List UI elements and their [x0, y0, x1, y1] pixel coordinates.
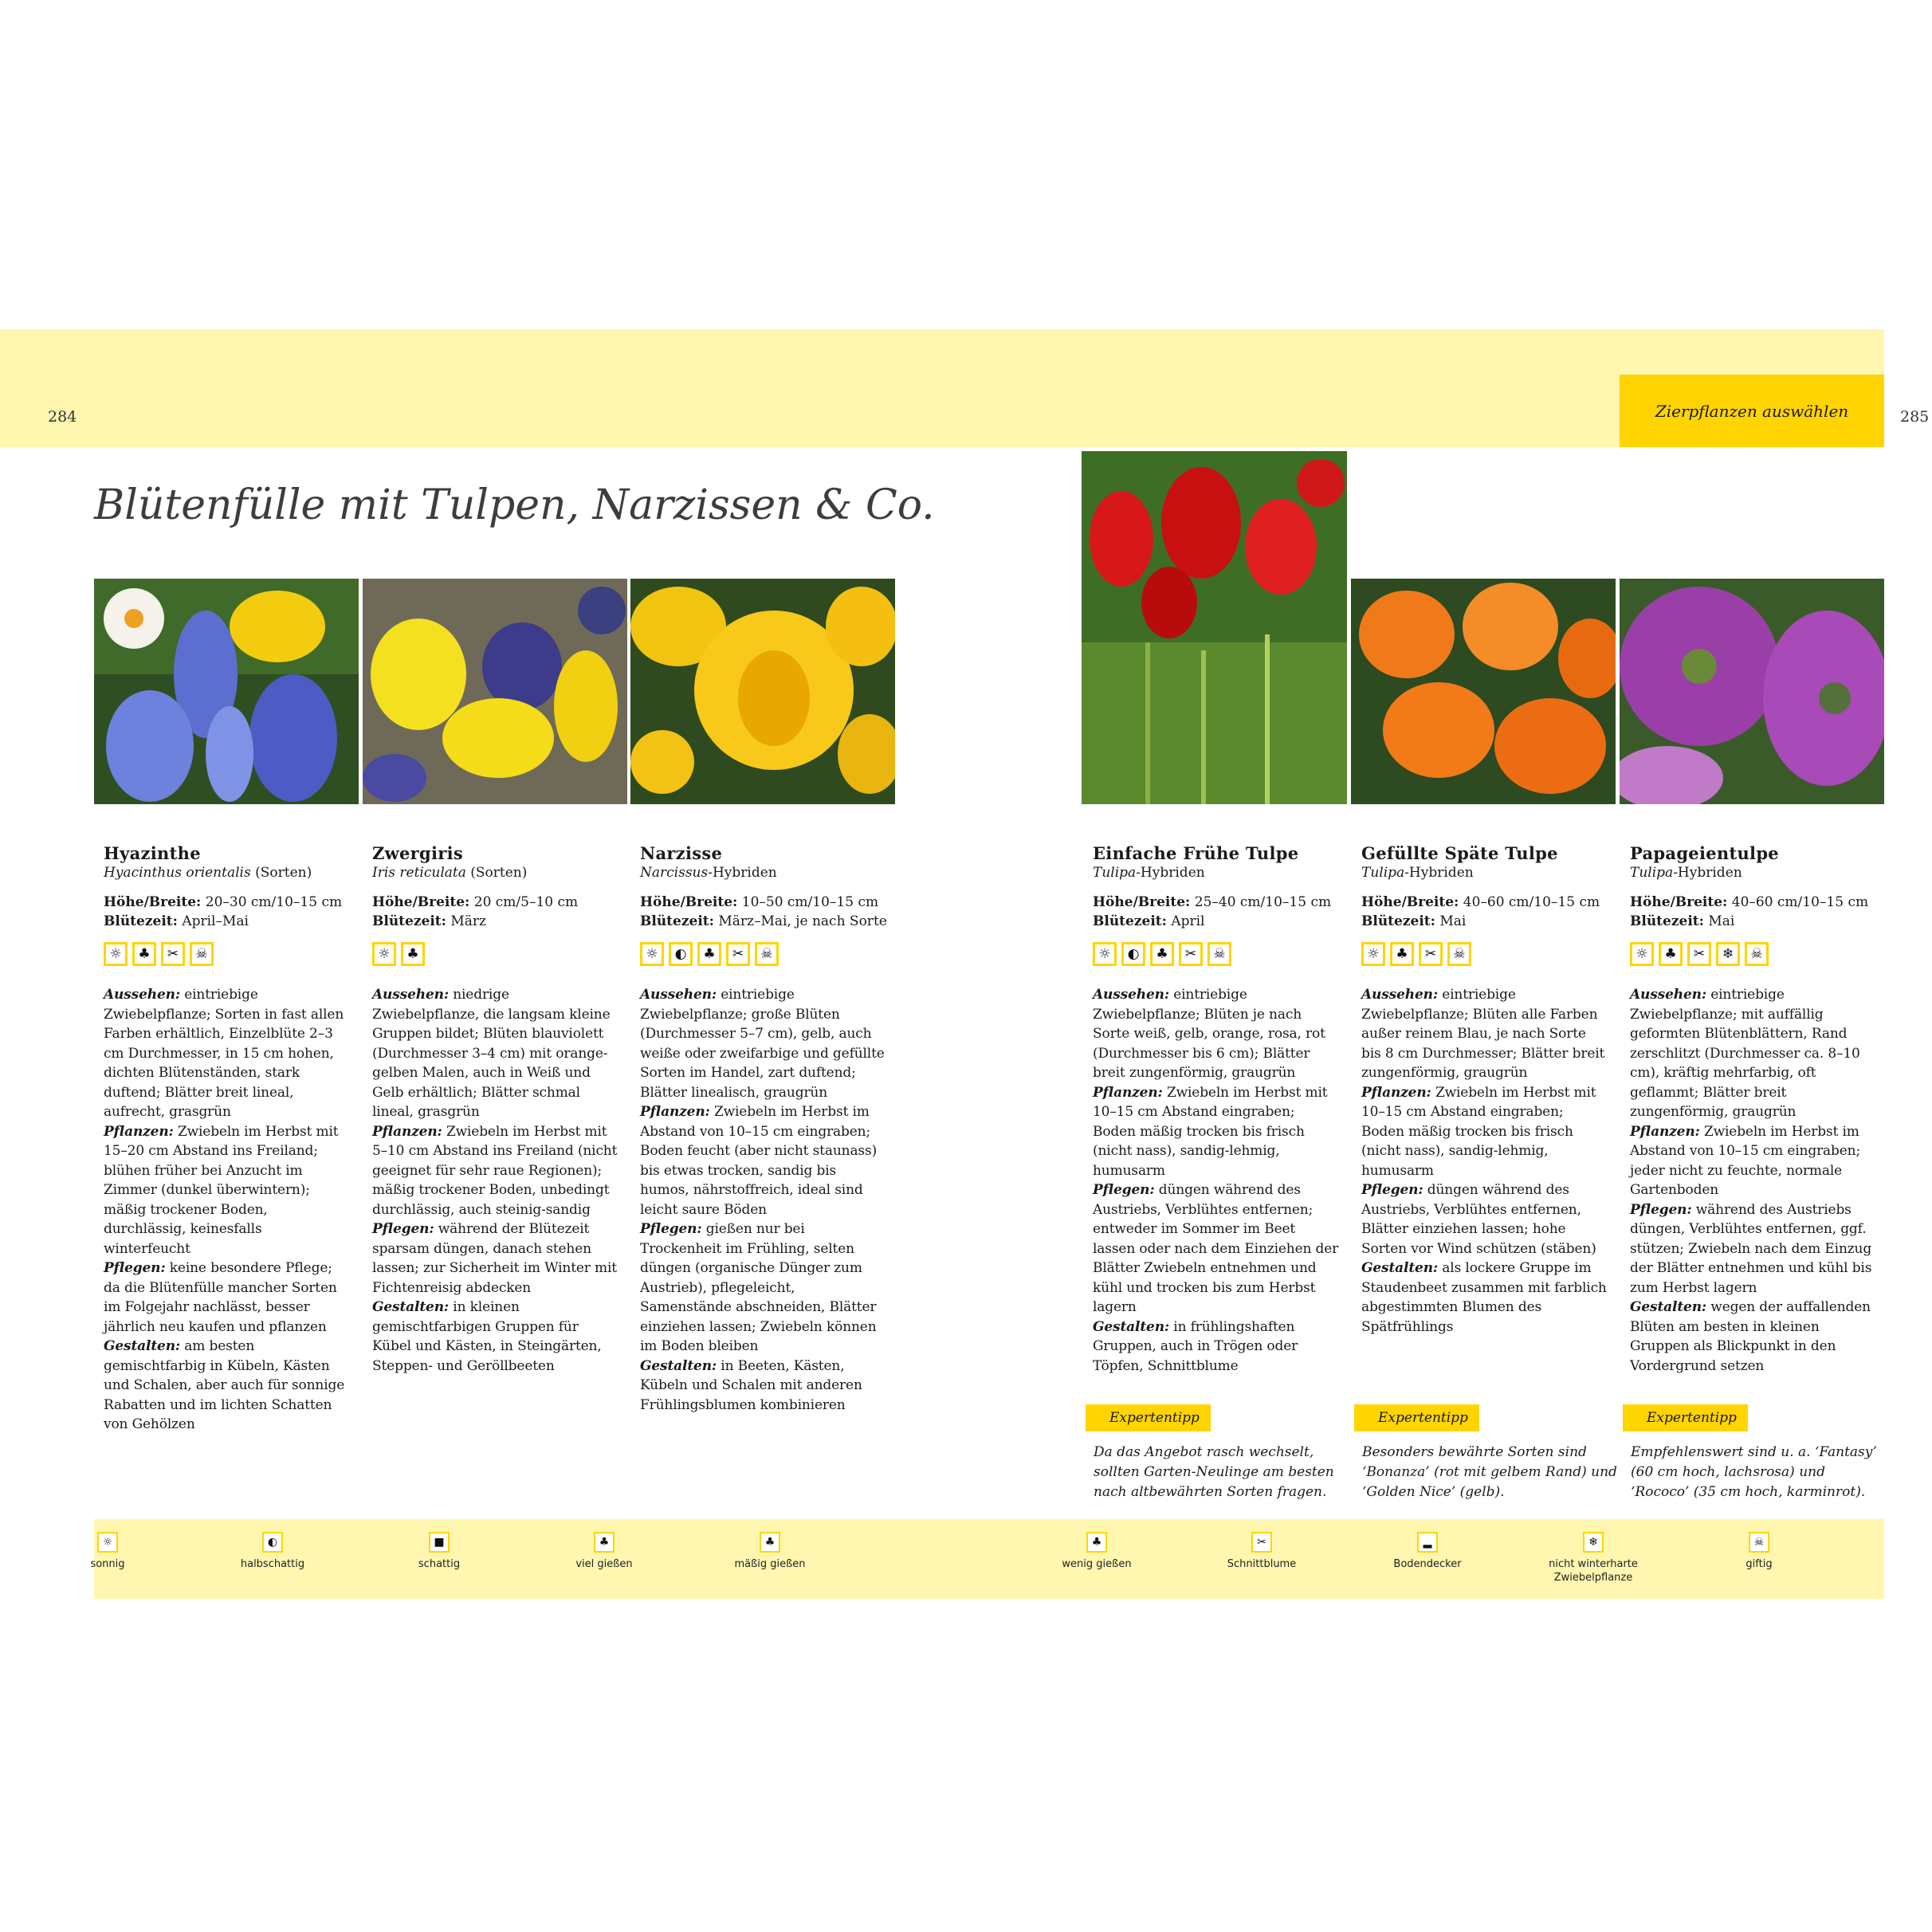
- pflegen-text: während der Blütezeit sparsam düngen, danach stehen lassen; zur Sicherheit im Winter mit Fichtenreisig abdecken: [372, 1221, 617, 1296]
- gestalten-text: am besten gemischtfarbig in Kübeln, Kästen und Schalen, aber auch für sonnige Rabatten und im lichten Schatten von Gehölzen: [104, 1338, 345, 1432]
- legend-item: [1372, 1532, 1483, 1571]
- plant-entry: [1093, 843, 1340, 1376]
- plant-entry: [372, 843, 619, 1376]
- plant-specs: [372, 893, 619, 931]
- cut-flower-icon: ✂: [1179, 942, 1203, 966]
- not-hardy-icon: ❄: [1716, 942, 1740, 966]
- pflanzen-text: Zwiebeln im Herbst mit 15–20 cm Abstand ins Freiland; blühen früher bei Anzucht im Zimmer (dunkel überwintern); mäßig trockener Boden, durchlässig, keinesfalls winterfeucht: [104, 1123, 339, 1257]
- legend-bar: [90, 1519, 1884, 1599]
- legend-item: [217, 1532, 328, 1571]
- plant-name: Gefüllte Späte Tulpe: [1361, 843, 1558, 863]
- toxic-icon: ☠: [1749, 1532, 1769, 1553]
- plant-description: [1093, 985, 1340, 1376]
- plant-name: Hyazinthe: [104, 843, 201, 863]
- pflegen-label: Pflegen:: [1361, 1182, 1423, 1198]
- sun-icon: ☼: [1361, 942, 1385, 966]
- aussehen-label: Aussehen:: [1361, 987, 1438, 1003]
- legend-item: [1537, 1532, 1649, 1584]
- plant-entry: [104, 843, 351, 1435]
- cut-flower-icon: ✂: [161, 942, 185, 966]
- water-little-icon: ♣: [1086, 1532, 1107, 1553]
- pflanzen-label: Pflanzen:: [1093, 1084, 1163, 1101]
- plant-description: [1630, 985, 1877, 1376]
- sun-icon: ☼: [1630, 942, 1654, 966]
- pflegen-label: Pflegen:: [104, 1260, 166, 1276]
- plant-latin: [1630, 864, 1877, 882]
- sun-icon: ☼: [1093, 942, 1117, 966]
- legend-item: [1206, 1532, 1317, 1571]
- legend-item: [548, 1532, 660, 1571]
- pflanzen-label: Pflanzen:: [1361, 1084, 1431, 1101]
- aussehen-text: niedrige Zwiebelpflanze, die langsam kleine Gruppen bildet; Blüten blauviolett (Durchmesser 3–4 cm) mit orange-gelben Malen, auch in Weiß und Gelb erhältlich; Blätter schmal lineal, grasgrün: [372, 987, 611, 1120]
- latin-suffix: (Sorten): [250, 865, 312, 881]
- plant-description: [372, 985, 619, 1376]
- size-line: [1093, 893, 1340, 912]
- photo-daffodil: [630, 579, 895, 804]
- expert-tip-badge: [1623, 1404, 1748, 1431]
- expert-tip-text: Besonders bewährte Sorten sind ‘Bonanza’ (rot mit gelbem Rand) und ‘Golden Nice’ (gelb).: [1362, 1444, 1617, 1500]
- pflanzen-label: Pflanzen:: [104, 1123, 174, 1140]
- pflanzen-text: Zwiebeln im Herbst mit 5–10 cm Abstand ins Freiland (nicht geeignet für sehr raue Regionen); mäßig trockener Boden, unbedingt durchlässig, auch steinig-sandig: [372, 1123, 618, 1218]
- cut-flower-icon: ✂: [726, 942, 750, 966]
- pflegen-label: Pflegen:: [640, 1221, 702, 1237]
- size-label: Höhe/Breite:: [104, 894, 202, 910]
- expert-tip: [1354, 1404, 1617, 1502]
- photo-dwarf-iris: [363, 579, 627, 804]
- gestalten-label: Gestalten:: [372, 1299, 450, 1315]
- latin-genus: Iris reticulata: [372, 865, 466, 881]
- plant-entry: [1361, 843, 1608, 1337]
- size-value: 25–40 cm/10–15 cm: [1190, 894, 1332, 910]
- gestalten-label: Gestalten:: [1093, 1318, 1170, 1335]
- water-moderate-icon: ♣: [760, 1532, 780, 1553]
- pflegen-label: Pflegen:: [1093, 1182, 1155, 1198]
- legend-item: [383, 1532, 495, 1571]
- expert-tip: [1086, 1404, 1349, 1502]
- size-label: Höhe/Breite:: [1630, 894, 1728, 910]
- latin-suffix: -Hybriden: [708, 865, 777, 881]
- expert-tip-badge: [1086, 1404, 1211, 1431]
- size-line: [104, 893, 351, 912]
- size-value: 20–30 cm/10–15 cm: [201, 894, 343, 910]
- toxic-icon: ☠: [1745, 942, 1769, 966]
- arrow-icon: [1094, 1412, 1105, 1424]
- gestalten-text: in frühlingshaften Gruppen, auch in Trögen oder Töpfen, Schnittblume: [1093, 1318, 1298, 1374]
- size-line: [640, 893, 887, 912]
- bloom-value: März–Mai, je nach Sorte: [713, 913, 887, 929]
- bloom-line: [104, 912, 351, 931]
- legend-label: Schnittblume: [1227, 1558, 1297, 1570]
- sun-icon: ☼: [640, 942, 664, 966]
- size-label: Höhe/Breite:: [372, 894, 470, 910]
- pflanzen-text: Zwiebeln im Herbst im Abstand von 10–15 cm eingraben; Boden feucht (aber nicht staunass) bis etwas trocken, sandig bis humos, nährstoffreich, ideal sind leicht saure Böden: [640, 1104, 878, 1218]
- plant-description: [1361, 985, 1608, 1337]
- bloom-value: April–Mai: [177, 913, 249, 929]
- bloom-label: Blütezeit:: [372, 913, 446, 929]
- size-value: 40–60 cm/10–15 cm: [1459, 894, 1600, 910]
- latin-genus: Tulipa: [1361, 865, 1405, 881]
- plant-specs: [104, 893, 351, 931]
- bloom-label: Blütezeit:: [640, 913, 714, 929]
- cut-flower-icon: ✂: [1251, 1532, 1272, 1553]
- legend-label: viel gießen: [575, 1558, 633, 1570]
- plant-latin: [640, 864, 887, 882]
- latin-suffix: -Hybriden: [1404, 865, 1474, 881]
- expert-tip-label: Expertentipp: [1378, 1410, 1468, 1426]
- size-label: Höhe/Breite:: [640, 894, 738, 910]
- toxic-icon: ☠: [1447, 942, 1471, 966]
- pflanzen-text: Zwiebeln im Herbst mit 10–15 cm Abstand eingraben; Boden mäßig trocken bis frisch (nicht nass), sandig-lehmig, humusarm: [1093, 1084, 1328, 1179]
- not-hardy-icon: ❄: [1583, 1532, 1604, 1553]
- pflanzen-text: Zwiebeln im Herbst mit 10–15 cm Abstand eingraben; Boden mäßig trocken bis frisch (nicht nass), sandig-lehmig, humusarm: [1361, 1084, 1596, 1179]
- gestalten-text: in kleinen gemischtfarbigen Gruppen für Kübel und Kästen, in Steingärten, Steppen- und Geröllbeeten: [372, 1299, 602, 1374]
- pflanzen-label: Pflanzen:: [640, 1104, 710, 1120]
- half-shade-icon: ◐: [1121, 942, 1145, 966]
- sun-icon: ☼: [104, 942, 128, 966]
- care-icons: [640, 942, 887, 971]
- aussehen-label: Aussehen:: [1630, 987, 1706, 1003]
- half-shade-icon: ◐: [669, 942, 693, 966]
- pflegen-text: düngen während des Austriebs, Verblühtes entfernen; entweder im Sommer im Beet lassen oder nach dem Einziehen der Blätter Zwiebeln entnehmen und kühl und trocken bis zum Herbst lagern: [1093, 1182, 1339, 1315]
- legend-label: nicht winterharte Zwiebelpflanze: [1549, 1558, 1638, 1584]
- sun-icon: ☼: [97, 1532, 118, 1553]
- photo-double-late-tulip: [1351, 579, 1616, 804]
- pflegen-text: während des Austriebs düngen, Verblühtes entfernen, ggf. stützen; Zwiebeln nach dem Einzug der Blätter entnehmen und kühl bis zum Herbst lagern: [1630, 1201, 1872, 1296]
- latin-genus: Hyacinthus orientalis: [104, 865, 251, 881]
- bloom-value: Mai: [1703, 913, 1735, 929]
- shade-icon: ■: [429, 1532, 450, 1553]
- ground-cover-icon: ▂: [1417, 1532, 1438, 1553]
- plant-entry: [1630, 843, 1877, 1376]
- water-moderate-icon: ♣: [1390, 942, 1414, 966]
- bloom-label: Blütezeit:: [1093, 913, 1167, 929]
- latin-suffix: -Hybriden: [1673, 865, 1742, 881]
- plant-specs: [1093, 893, 1340, 931]
- bloom-line: [1093, 912, 1340, 931]
- pflanzen-label: Pflanzen:: [372, 1123, 442, 1140]
- plant-specs: [1630, 893, 1877, 931]
- latin-genus: Tulipa: [1630, 865, 1674, 881]
- expert-tip: [1623, 1404, 1886, 1502]
- plant-latin: [1361, 864, 1608, 882]
- plant-name: Einfache Frühe Tulpe: [1093, 843, 1299, 863]
- size-value: 20 cm/5–10 cm: [469, 894, 579, 910]
- bloom-label: Blütezeit:: [1361, 913, 1435, 929]
- plant-entry: [640, 843, 887, 1415]
- plant-specs: [640, 893, 887, 931]
- pflegen-text: düngen während des Austriebs, Verblühtes entfernen, Blätter einziehen lassen; hohe Sorten vor Wind schützen (stäben): [1361, 1182, 1596, 1257]
- header-band: [0, 329, 1884, 447]
- aussehen-label: Aussehen:: [640, 987, 717, 1003]
- latin-suffix: -Hybriden: [1136, 865, 1205, 881]
- arrow-icon: [1362, 1412, 1373, 1424]
- water-moderate-icon: ♣: [697, 942, 721, 966]
- plant-description: [104, 985, 351, 1435]
- gestalten-text: wegen der auffallenden Blüten am besten in kleinen Gruppen als Blickpunkt in den Vordergrund setzen: [1630, 1299, 1871, 1374]
- gestalten-label: Gestalten:: [1361, 1260, 1439, 1276]
- toxic-icon: ☠: [190, 942, 214, 966]
- size-line: [1630, 893, 1877, 912]
- legend-item: [1703, 1532, 1815, 1571]
- water-much-icon: ♣: [132, 942, 156, 966]
- size-line: [372, 893, 619, 912]
- pflanzen-text: Zwiebeln im Herbst im Abstand von 10–15 cm eingraben; jeder nicht zu feuchte, normale Gartenboden: [1630, 1123, 1861, 1198]
- legend-label: wenig gießen: [1062, 1558, 1132, 1570]
- latin-suffix: (Sorten): [465, 865, 528, 881]
- aussehen-label: Aussehen:: [1093, 987, 1169, 1003]
- care-icons: [1361, 942, 1608, 971]
- pflegen-label: Pflegen:: [1630, 1201, 1692, 1218]
- expert-tip-text: Da das Angebot rasch wechselt, sollten Garten-Neulinge am besten nach altbewährten Sorten fragen.: [1094, 1444, 1334, 1500]
- plant-latin: [372, 864, 619, 882]
- latin-genus: Tulipa: [1093, 865, 1137, 881]
- water-moderate-icon: ♣: [1150, 942, 1174, 966]
- expert-tip-label: Expertentipp: [1109, 1410, 1200, 1426]
- care-icons: [1630, 942, 1877, 971]
- bloom-value: Mai: [1435, 913, 1467, 929]
- plant-latin: [1093, 864, 1340, 882]
- bloom-value: April: [1166, 913, 1205, 929]
- arrow-icon: [1631, 1412, 1642, 1424]
- gestalten-text: als lockere Gruppe im Staudenbeet zusammen mit farblich abgestimmten Blumen des Spätfrühlings: [1361, 1260, 1607, 1335]
- page-title: Blütenfülle mit Tulpen, Narzissen & Co.: [94, 481, 935, 529]
- size-line: [1361, 893, 1608, 912]
- photo-parrot-tulip: [1620, 579, 1884, 804]
- toxic-icon: ☠: [755, 942, 779, 966]
- bloom-label: Blütezeit:: [1630, 913, 1704, 929]
- bloom-line: [640, 912, 887, 931]
- expert-tip-badge: [1354, 1404, 1479, 1431]
- half-shade-icon: ◐: [262, 1532, 283, 1553]
- water-moderate-icon: ♣: [1659, 942, 1683, 966]
- toxic-icon: ☠: [1208, 942, 1231, 966]
- legend-label: halbschattig: [240, 1558, 305, 1570]
- size-label: Höhe/Breite:: [1093, 894, 1191, 910]
- water-much-icon: ♣: [594, 1532, 615, 1553]
- gestalten-label: Gestalten:: [1630, 1299, 1707, 1315]
- pflegen-text: keine besondere Pflege; da die Blütenfülle mancher Sorten im Folgejahr nachlässt, besser jährlich neu kaufen und pflanzen: [104, 1260, 337, 1335]
- cut-flower-icon: ✂: [1687, 942, 1711, 966]
- plant-latin: [104, 864, 351, 882]
- photo-hyacinth: [94, 579, 359, 804]
- care-icons: [372, 942, 619, 971]
- size-value: 10–50 cm/10–15 cm: [737, 894, 879, 910]
- pflegen-label: Pflegen:: [372, 1221, 434, 1237]
- aussehen-text: eintriebige Zwiebelpflanze; Blüten je nach Sorte weiß, gelb, orange, rosa, rot (Durchmesser bis 6 cm); Blätter breit zungenförmig, graugrün: [1093, 987, 1325, 1081]
- gestalten-label: Gestalten:: [104, 1338, 181, 1354]
- legend-item: [1041, 1532, 1153, 1571]
- bloom-value: März: [446, 913, 486, 929]
- page-number-left: 284: [48, 408, 77, 426]
- latin-genus: Narcissus: [640, 865, 709, 881]
- aussehen-text: eintriebige Zwiebelpflanze; Sorten in fast allen Farben erhältlich, Einzelblüte 2–3 cm Durchmesser, in 15 cm hohen, dichten Blütenständen, stark duftend; Blätter breit lineal, aufrecht, grasgrün: [104, 987, 344, 1120]
- size-value: 40–60 cm/10–15 cm: [1727, 894, 1869, 910]
- expert-tip-label: Expertentipp: [1647, 1410, 1737, 1426]
- photo-early-tulip: [1082, 451, 1347, 804]
- aussehen-text: eintriebige Zwiebelpflanze; mit auffällig geformten Blütenblättern, Rand zerschlitzt (Durchmesser ca. 8–10 cm), kräftig mehrfarbig, oft geflammt; Blätter breit zungenförmig, graugrün: [1630, 987, 1860, 1120]
- plant-name: Zwergiris: [372, 843, 464, 863]
- bloom-line: [372, 912, 619, 931]
- plant-description: [640, 985, 887, 1415]
- care-icons: [104, 942, 351, 971]
- legend-label: Bodendecker: [1393, 1558, 1462, 1570]
- legend-label: schattig: [418, 1558, 461, 1570]
- pflegen-text: gießen nur bei Trockenheit im Frühling, selten düngen (organische Dünger zum Austrieb), pflegeleicht, Samenstände abschneiden, Blätter einziehen lassen; Zwiebeln können im Boden bleiben: [640, 1221, 877, 1354]
- plant-name: Papageientulpe: [1630, 843, 1779, 863]
- gestalten-label: Gestalten:: [640, 1357, 717, 1374]
- aussehen-text: eintriebige Zwiebelpflanze; Blüten alle Farben außer reinem Blau, je nach Sorte bis 8 cm Durchmesser; Blätter breit zungenförmig, graugrün: [1361, 987, 1605, 1081]
- legend-item: [52, 1532, 163, 1571]
- water-moderate-icon: ♣: [401, 942, 425, 966]
- aussehen-label: Aussehen:: [104, 987, 180, 1003]
- bloom-line: [1630, 912, 1877, 931]
- legend-item: [714, 1532, 826, 1571]
- cut-flower-icon: ✂: [1419, 942, 1443, 966]
- legend-label: mäßig gießen: [734, 1558, 806, 1570]
- pflanzen-label: Pflanzen:: [1630, 1123, 1700, 1140]
- plant-name: Narzisse: [640, 843, 723, 863]
- section-tab: Zierpflanzen auswählen: [1620, 375, 1884, 447]
- expert-tip-text: Empfehlenswert sind u. a. ‘Fantasy’ (60 cm hoch, lachsrosa) und ‘Rococo’ (35 cm hoch, karminrot).: [1631, 1444, 1877, 1500]
- care-icons: [1093, 942, 1340, 971]
- size-label: Höhe/Breite:: [1361, 894, 1459, 910]
- aussehen-label: Aussehen:: [372, 987, 449, 1003]
- page-number-right: 285: [1900, 408, 1930, 426]
- sun-icon: ☼: [372, 942, 396, 966]
- bloom-label: Blütezeit:: [104, 913, 178, 929]
- aussehen-text: eintriebige Zwiebelpflanze; große Blüten (Durchmesser 5–7 cm), gelb, auch weiße oder zweifarbige und gefüllte Sorten im Handel, zart duftend; Blätter linealisch, graugrün: [640, 987, 885, 1101]
- legend-label: giftig: [1745, 1558, 1773, 1570]
- gestalten-text: in Beeten, Kästen, Kübeln und Schalen mit anderen Frühlingsblumen kombinieren: [640, 1357, 862, 1413]
- plant-specs: [1361, 893, 1608, 931]
- bloom-line: [1361, 912, 1608, 931]
- legend-label: sonnig: [90, 1558, 125, 1570]
